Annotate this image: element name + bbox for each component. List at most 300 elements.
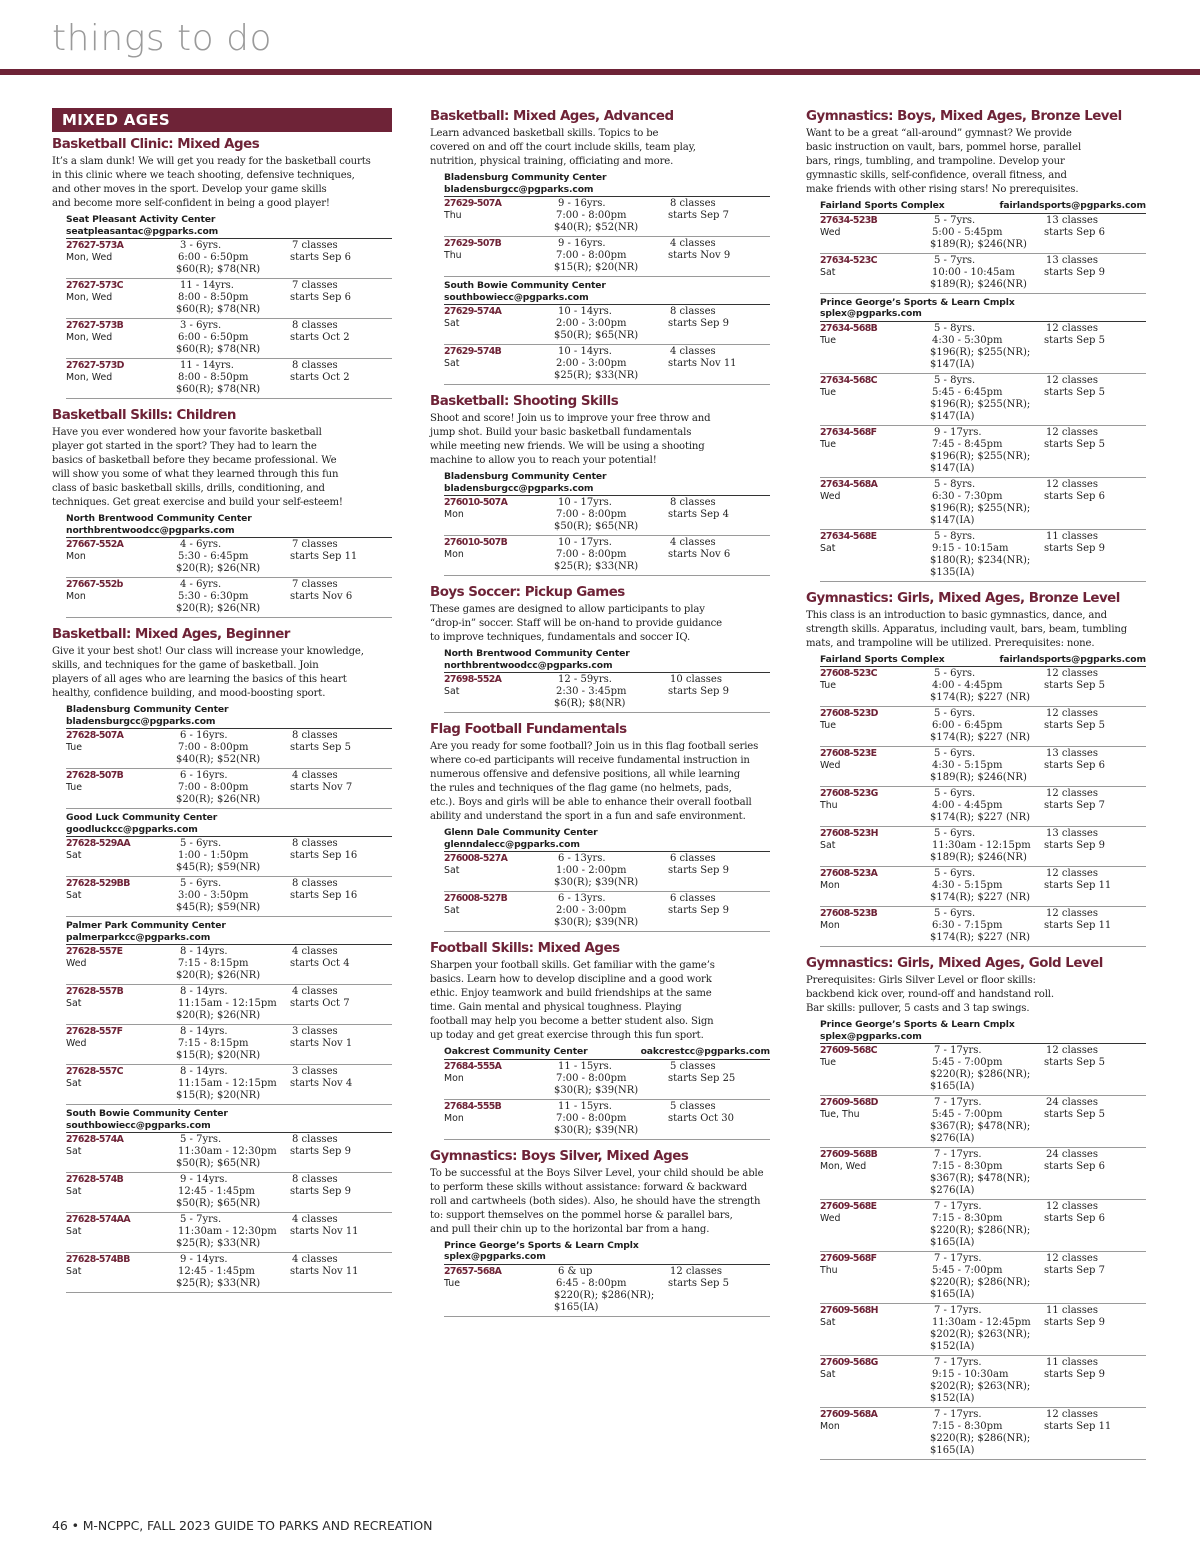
class-schedule-cell <box>1044 1201 1146 1249</box>
class-age: 6 - 16yrs. <box>180 770 228 781</box>
class-time: 2:00 - 3:00pm <box>556 905 627 916</box>
program-section <box>430 721 770 932</box>
class-count: 4 classes <box>292 946 338 957</box>
class-schedule-cell <box>1044 1409 1146 1457</box>
class-code-cell <box>66 579 178 615</box>
class-count: 3 classes <box>292 1026 338 1037</box>
class-schedule-cell <box>1044 1149 1146 1197</box>
class-age: 8 - 14yrs. <box>180 946 228 957</box>
class-day: Sat <box>66 1186 82 1197</box>
class-detail-cell <box>556 674 668 710</box>
class-schedule-cell <box>1044 255 1146 291</box>
class-schedule-cell <box>1044 375 1146 423</box>
class-fee: $196(R); $255(NR); $147(IA) <box>930 398 1031 422</box>
description-line: skills, and techniques for the game of basketball. Join <box>52 660 319 671</box>
class-row <box>66 837 392 877</box>
class-row <box>820 214 1146 254</box>
class-fee: $174(R); $227 (NR) <box>930 892 1031 903</box>
class-count: 6 classes <box>670 893 716 904</box>
class-time: 4:30 - 5:15pm <box>932 760 1003 771</box>
class-fee: $202(R); $263(NR); $152(IA) <box>930 1329 1031 1352</box>
class-count: 8 classes <box>670 306 716 317</box>
class-day: Tue <box>820 680 837 691</box>
class-detail-cell <box>178 730 290 766</box>
class-code: 27627-573A <box>66 240 124 251</box>
class-age: 11 - 14yrs. <box>180 280 234 291</box>
class-day: Wed <box>820 1213 841 1224</box>
venue-header <box>66 1108 392 1133</box>
class-row <box>66 1133 392 1173</box>
class-age: 7 - 17yrs. <box>934 1201 982 1212</box>
class-detail-cell <box>556 346 668 382</box>
class-fee: $60(R); $78(NR) <box>176 344 261 355</box>
class-fee: $20(R); $26(NR) <box>176 603 261 614</box>
class-fee: $180(R); $234(NR); $135(IA) <box>930 554 1031 578</box>
class-fee: $20(R); $26(NR) <box>176 563 261 574</box>
class-code: 27608-523D <box>820 708 878 719</box>
program-description <box>806 609 1146 651</box>
class-detail-cell <box>178 1174 290 1210</box>
class-detail-cell <box>178 878 290 914</box>
class-start: starts Oct 30 <box>668 1112 734 1124</box>
class-start: starts Sep 11 <box>1044 880 1112 891</box>
class-day: Sat <box>820 1369 836 1380</box>
class-start: starts Sep 5 <box>1044 1109 1105 1120</box>
class-fee: $60(R); $78(NR) <box>176 264 261 275</box>
class-row <box>820 787 1146 827</box>
class-time: 7:15 - 8:15pm <box>178 1038 249 1049</box>
class-code: 27609-568F <box>820 1253 877 1264</box>
venue-name: Good Luck Community Center <box>66 812 218 823</box>
class-start: starts Sep 5 <box>1044 1057 1105 1068</box>
class-day: Mon <box>444 549 464 560</box>
class-start: starts Oct 2 <box>290 332 350 343</box>
class-code-cell <box>66 280 178 316</box>
class-count: 5 classes <box>670 1060 716 1072</box>
class-detail-cell <box>932 1357 1044 1405</box>
description-line: mats, and trampoline will be utilized. Prerequisites: none. <box>806 637 1095 649</box>
class-code-cell <box>444 198 556 234</box>
class-count: 8 classes <box>292 1134 338 1145</box>
class-code-cell <box>66 1134 178 1170</box>
class-count: 12 classes <box>1046 1201 1098 1212</box>
venue-header <box>444 648 770 673</box>
class-start: starts Sep 6 <box>1044 490 1105 502</box>
class-code: 27629-507A <box>444 198 502 209</box>
class-start: starts Sep 9 <box>1044 542 1105 554</box>
class-age: 5 - 6yrs. <box>934 788 976 799</box>
class-code: 27627-573C <box>66 280 123 291</box>
class-code-cell <box>66 360 178 396</box>
class-age: 5 - 7yrs. <box>180 1214 222 1225</box>
description-line: covered on and off the court include skills, team play, <box>430 142 696 153</box>
class-fee: $196(R); $255(NR); $147(IA) <box>930 450 1031 474</box>
program-description <box>806 974 1146 1016</box>
class-start: starts Oct 4 <box>290 958 350 969</box>
class-detail-cell <box>178 986 290 1022</box>
class-detail-cell <box>932 531 1044 579</box>
description-line: gymnastic skills, self-confidence, overall fitness, and <box>806 170 1067 181</box>
description-line: ethic. Enjoy teamwork and build friendships at the same <box>430 988 712 999</box>
class-row <box>66 538 392 578</box>
class-start: starts Sep 9 <box>668 686 729 697</box>
class-day: Tue <box>820 720 837 731</box>
class-count: 7 classes <box>292 280 338 291</box>
class-code: 27628-574A <box>66 1134 124 1145</box>
program-description <box>430 127 770 169</box>
venue-header <box>820 200 1146 214</box>
class-code: 27609-568E <box>820 1201 877 1212</box>
class-schedule-cell <box>290 240 392 276</box>
class-age: 8 - 14yrs. <box>180 1026 228 1037</box>
class-age: 4 - 6yrs. <box>180 579 222 590</box>
class-detail-cell <box>932 1045 1044 1093</box>
class-fee: $15(R); $20(NR) <box>176 1090 261 1101</box>
class-fee: $196(R); $255(NR); $147(IA) <box>930 502 1031 526</box>
class-count: 11 classes <box>1046 1357 1098 1368</box>
class-day: Mon <box>444 1072 464 1084</box>
class-count: 4 classes <box>670 537 716 548</box>
class-detail-cell <box>178 280 290 316</box>
class-detail-cell <box>932 1305 1044 1353</box>
class-age: 5 - 6yrs. <box>934 908 976 919</box>
class-age: 5 - 6yrs. <box>934 828 976 839</box>
class-time: 5:00 - 5:45pm <box>932 226 1003 238</box>
class-start: starts Nov 4 <box>290 1078 353 1089</box>
description-line: Shoot and score! Join us to improve your free throw and <box>430 413 711 424</box>
class-day: Tue <box>820 438 837 450</box>
class-time: 7:15 - 8:30pm <box>932 1421 1003 1432</box>
class-code-cell <box>66 730 178 766</box>
class-row <box>444 237 770 277</box>
class-count: 4 classes <box>292 1254 338 1265</box>
class-start: starts Oct 7 <box>290 998 350 1009</box>
class-row <box>820 322 1146 374</box>
class-count: 5 classes <box>670 1100 716 1112</box>
class-time: 11:30am - 12:30pm <box>178 1146 277 1157</box>
class-start: starts Sep 6 <box>1044 760 1105 771</box>
class-row <box>66 729 392 769</box>
class-schedule-cell <box>1044 1045 1146 1093</box>
description-line: etc.). Boys and girls will be able to enhance their overall football <box>430 797 752 808</box>
header-rule <box>0 69 1200 75</box>
class-count: 6 classes <box>670 853 716 864</box>
venue-name: Oakcrest Community Center <box>444 1046 588 1057</box>
class-time: 12:45 - 1:45pm <box>178 1266 255 1277</box>
class-detail-cell <box>932 1409 1044 1457</box>
class-day: Mon, Wed <box>66 332 113 343</box>
class-code-cell <box>66 539 178 575</box>
class-time: 5:30 - 6:45pm <box>178 551 249 562</box>
class-code: 27628-557B <box>66 986 124 997</box>
class-start: starts Nov 1 <box>290 1038 353 1049</box>
class-row <box>444 536 770 576</box>
venue-email: splex@pgparks.com <box>444 1251 546 1262</box>
class-time: 7:15 - 8:30pm <box>932 1161 1003 1172</box>
class-row <box>444 1060 770 1100</box>
class-code-cell <box>820 1253 932 1301</box>
class-start: starts Sep 11 <box>1044 1421 1112 1432</box>
class-detail-cell <box>178 1066 290 1102</box>
class-start: starts Nov 6 <box>290 591 353 602</box>
class-detail-cell <box>556 853 668 889</box>
program-title: Basketball: Mixed Ages, Advanced <box>430 109 674 124</box>
class-schedule-cell <box>290 946 392 982</box>
class-time: 4:30 - 5:15pm <box>932 880 1003 891</box>
description-line: while meeting new friends. We will be using a shooting <box>430 441 705 452</box>
class-row <box>820 1200 1146 1252</box>
class-start: starts Oct 2 <box>290 372 350 383</box>
class-row <box>820 530 1146 582</box>
class-schedule-cell <box>290 1214 392 1250</box>
venue-name: South Bowie Community Center <box>66 1108 228 1119</box>
class-time: 6:30 - 7:30pm <box>932 490 1003 502</box>
class-detail-cell <box>556 1061 668 1097</box>
class-start: starts Sep 6 <box>1044 226 1105 238</box>
description-line: techniques. Get great exercise and build your self-esteem! <box>52 497 343 508</box>
class-count: 24 classes <box>1046 1097 1098 1108</box>
class-code: 27629-507B <box>444 238 502 249</box>
class-code-cell <box>820 427 932 475</box>
class-row <box>820 707 1146 747</box>
class-count: 4 classes <box>292 770 338 781</box>
class-code-cell <box>444 346 556 382</box>
class-time: 4:00 - 4:45pm <box>932 680 1003 691</box>
class-schedule-cell <box>1044 1357 1146 1405</box>
class-age: 11 - 14yrs. <box>180 360 234 371</box>
program-title: Boys Soccer: Pickup Games <box>430 585 625 600</box>
class-schedule-cell <box>1044 1305 1146 1353</box>
class-detail-cell <box>932 1149 1044 1197</box>
class-row <box>444 1100 770 1140</box>
class-row <box>66 239 392 279</box>
class-time: 6:00 - 6:50pm <box>178 332 249 343</box>
class-schedule-cell <box>1044 828 1146 864</box>
class-fee: $220(R); $286(NR); $165(IA) <box>930 1277 1031 1300</box>
class-start: starts Sep 9 <box>1044 1369 1105 1380</box>
class-detail-cell <box>556 1266 668 1314</box>
class-fee: $45(R); $59(NR) <box>176 862 261 873</box>
class-schedule-cell <box>668 1061 770 1097</box>
class-detail-cell <box>178 539 290 575</box>
class-code-cell <box>820 1149 932 1197</box>
description-line: basic instruction on vault, bars, pommel horse, parallel <box>806 142 1082 153</box>
program-section <box>806 108 1146 582</box>
class-row <box>820 1408 1146 1460</box>
venue-header <box>66 513 392 538</box>
class-time: 4:30 - 5:30pm <box>932 334 1003 346</box>
class-start: starts Sep 5 <box>1044 680 1105 691</box>
class-code-cell <box>66 1066 178 1102</box>
class-row <box>444 1265 770 1317</box>
venue-name: Prince George’s Sports & Learn Cmplx <box>820 296 1015 308</box>
class-age: 9 - 16yrs. <box>558 198 606 209</box>
venue-name: Bladensburg Community Center <box>444 471 607 482</box>
class-count: 12 classes <box>1046 868 1098 879</box>
class-code-cell <box>820 479 932 527</box>
class-day: Tue <box>66 782 83 793</box>
class-detail-cell <box>556 893 668 929</box>
class-time: 11:30am - 12:45pm <box>932 1317 1031 1328</box>
class-age: 9 - 14yrs. <box>180 1254 228 1265</box>
class-day: Wed <box>66 958 87 969</box>
class-code: 27628-557F <box>66 1026 123 1037</box>
class-fee: $6(R); $8(NR) <box>554 698 626 709</box>
class-day: Sat <box>444 905 460 916</box>
class-day: Mon <box>820 880 840 891</box>
class-age: 5 - 6yrs. <box>934 868 976 879</box>
class-row <box>444 673 770 713</box>
venue-header <box>820 297 1146 322</box>
class-start: starts Sep 5 <box>1044 438 1105 450</box>
class-time: 1:00 - 2:00pm <box>556 865 627 876</box>
class-time: 9:15 - 10:15am <box>932 542 1009 554</box>
venue-email: northbrentwoodcc@pgparks.com <box>66 524 235 536</box>
class-start: starts Sep 9 <box>668 905 729 916</box>
class-count: 11 classes <box>1046 530 1098 542</box>
class-schedule-cell <box>290 1066 392 1102</box>
class-code: 27634-523B <box>820 214 878 226</box>
class-row <box>66 1253 392 1293</box>
description-line: class of basic basketball skills, drills, conditioning, and <box>52 483 325 494</box>
venue-email: glenndalecc@pgparks.com <box>444 838 580 850</box>
class-count: 24 classes <box>1046 1149 1098 1160</box>
class-schedule-cell <box>668 1101 770 1137</box>
class-code: 27634-568E <box>820 530 877 542</box>
class-age: 8 - 14yrs. <box>180 986 228 997</box>
class-count: 12 classes <box>1046 668 1098 679</box>
class-row <box>820 827 1146 867</box>
class-fee: $30(R); $39(NR) <box>554 917 639 928</box>
description-line: player got started in the sport? They had to learn the <box>52 441 317 452</box>
class-fee: $189(R); $246(NR) <box>930 238 1027 250</box>
venue-name: Bladensburg Community Center <box>66 704 229 715</box>
class-time: 7:15 - 8:15pm <box>178 958 249 969</box>
class-count: 8 classes <box>670 497 716 508</box>
class-time: 5:30 - 6:30pm <box>178 591 249 602</box>
class-row <box>820 1148 1146 1200</box>
description-line: to: support themselves on the pommel horse & parallel bars, <box>430 1209 733 1221</box>
class-row <box>820 1096 1146 1148</box>
class-detail-cell <box>932 708 1044 744</box>
venue-header <box>66 214 392 239</box>
class-count: 12 classes <box>1046 374 1098 386</box>
class-time: 8:00 - 8:50pm <box>178 372 249 383</box>
class-schedule-cell <box>1044 868 1146 904</box>
class-time: 7:00 - 8:00pm <box>556 1072 627 1084</box>
class-schedule-cell <box>290 539 392 575</box>
class-day: Sat <box>66 1266 82 1277</box>
class-time: 6:00 - 6:50pm <box>178 252 249 263</box>
class-day: Wed <box>66 1038 87 1049</box>
venue-name: Fairland Sports Complex <box>820 653 945 665</box>
class-detail-cell <box>178 1214 290 1250</box>
class-code: 27684-555B <box>444 1100 502 1112</box>
class-start: starts Sep 5 <box>1044 334 1105 346</box>
venue-email: fairlandsports@pgparks.com <box>999 653 1146 665</box>
class-age: 9 - 17yrs. <box>934 426 982 438</box>
class-count: 13 classes <box>1046 254 1098 266</box>
class-code-cell <box>820 1357 932 1405</box>
class-count: 12 classes <box>1046 708 1098 719</box>
class-code: 27609-568G <box>820 1357 878 1368</box>
venue-name: Fairland Sports Complex <box>820 200 945 211</box>
class-detail-cell <box>932 1201 1044 1249</box>
description-line: numerous offensive and defensive positions, all while learning <box>430 769 741 780</box>
class-time: 7:00 - 8:00pm <box>556 210 627 221</box>
class-schedule-cell <box>1044 215 1146 251</box>
class-code: 27628-574AA <box>66 1214 130 1225</box>
class-start: starts Sep 7 <box>1044 1265 1105 1276</box>
class-age: 7 - 17yrs. <box>934 1045 982 1056</box>
program-title: Basketball Skills: Children <box>52 408 236 423</box>
class-fee: $174(R); $227 (NR) <box>930 692 1031 703</box>
class-fee: $20(R); $26(NR) <box>176 1010 261 1021</box>
description-line: where co-ed participants will receive fundamental instruction in <box>430 755 750 766</box>
class-fee: $60(R); $78(NR) <box>176 304 261 315</box>
class-row <box>820 478 1146 530</box>
class-start: starts Sep 7 <box>668 210 729 221</box>
class-start: starts Nov 11 <box>290 1266 359 1277</box>
class-start: starts Sep 9 <box>290 1186 351 1197</box>
class-fee: $50(R); $65(NR) <box>554 521 639 532</box>
class-time: 7:00 - 8:00pm <box>556 250 627 261</box>
venue-email: southbowiecc@pgparks.com <box>66 1119 211 1131</box>
class-code-cell <box>444 238 556 274</box>
venue-header <box>820 654 1146 668</box>
description-line: Bar skills: pullover, 5 casts and 3 tap swings. <box>806 1003 1030 1014</box>
class-schedule-cell <box>1044 1253 1146 1301</box>
class-code: 27627-573D <box>66 360 124 371</box>
venue-header <box>444 471 770 496</box>
class-row <box>820 667 1146 707</box>
class-schedule-cell <box>668 306 770 342</box>
class-row <box>820 426 1146 478</box>
class-age: 7 - 17yrs. <box>934 1253 982 1264</box>
class-code-cell <box>444 853 556 889</box>
class-schedule-cell <box>290 1254 392 1290</box>
class-start: starts Sep 9 <box>1044 840 1105 851</box>
category-banner: MIXED AGES <box>52 108 392 132</box>
class-day: Sat <box>66 1078 82 1089</box>
class-schedule-cell <box>1044 668 1146 704</box>
class-code: 27608-523A <box>820 868 878 879</box>
program-title: Gymnastics: Boys Silver, Mixed Ages <box>430 1148 689 1164</box>
class-day: Sat <box>66 890 82 901</box>
class-age: 5 - 8yrs. <box>934 322 976 334</box>
class-code: 27609-568A <box>820 1409 878 1420</box>
program-title: Football Skills: Mixed Ages <box>430 941 620 956</box>
class-detail-cell <box>556 306 668 342</box>
class-time: 7:45 - 8:45pm <box>932 438 1003 450</box>
class-detail-cell <box>178 1134 290 1170</box>
class-time: 7:00 - 8:00pm <box>556 1112 627 1124</box>
venue-email: palmerparkcc@pgparks.com <box>66 931 211 943</box>
description-line: It’s a slam dunk! We will get you ready for the basketball courts <box>52 156 371 167</box>
class-detail-cell <box>178 360 290 396</box>
class-time: 6:00 - 6:45pm <box>932 720 1003 731</box>
class-age: 5 - 8yrs. <box>934 374 976 386</box>
class-row <box>444 197 770 237</box>
class-time: 5:45 - 7:00pm <box>932 1057 1003 1068</box>
class-detail-cell <box>556 238 668 274</box>
class-age: 5 - 8yrs. <box>934 478 976 490</box>
class-code-cell <box>66 986 178 1022</box>
class-start: starts Nov 11 <box>668 358 737 369</box>
class-schedule-cell <box>668 853 770 889</box>
class-code-cell <box>820 748 932 784</box>
class-schedule-cell <box>668 238 770 274</box>
